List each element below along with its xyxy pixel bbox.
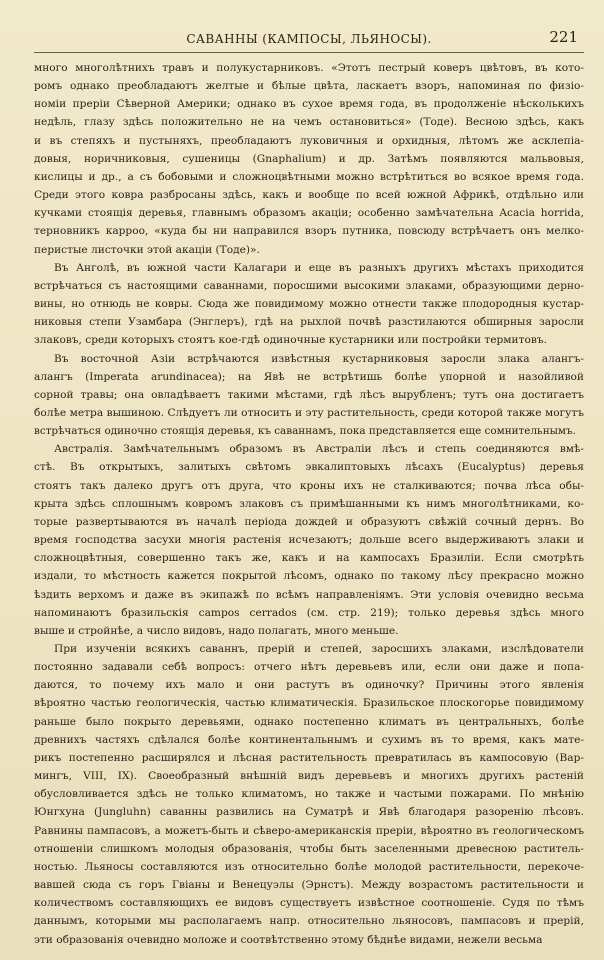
text-line: эти образованія очевидно моложе и соотвѣтственно этому бѣднѣе видами, нежели весьма	[34, 933, 543, 946]
text-line: перистые листочки этой акаціи (Тоде)».	[34, 243, 260, 256]
text-line: вѣроятно частью геологическія, частью климатическія. Бразильское плоскогорье повидимому	[34, 697, 584, 710]
text-line: кучками стоящія деревья, главнымъ образомъ акаціи; особенно замѣчательна Acacia horrida,	[34, 207, 584, 220]
text-line: время господства засухи многія растенія исчезаютъ; дольше всего выдерживаютъ злаки и	[34, 534, 584, 547]
paragraph	[34, 440, 584, 640]
paragraph	[34, 350, 584, 441]
text-line: вины, но отнюдь не ковры. Сюда же повидимому можно отнести также плодородныя кустар-	[34, 298, 584, 311]
text-line: и въ степяхъ и пустыняхъ, преобладаютъ луковичныя и орхидныя, лѣтомъ же асклепіа-	[34, 134, 584, 147]
text-line: Австралія. Замѣчательнымъ образомъ въ Австраліи лѣсъ и степь соединяются вмѣ-	[54, 443, 584, 456]
text-line: крыта здѣсь сплошнымъ ковромъ злаковъ съ примѣшанными къ нимъ многолѣтниками, ко-	[34, 497, 584, 510]
text-line: болѣе метра вышиною. Слѣдуетъ ли относить и эту растительность, среди которой также могутъ	[34, 406, 584, 419]
text-line: кислицы и др., а съ бобовыми и сложноцвѣтными можно встрѣтиться во всякое время года.	[34, 170, 584, 183]
text-line: древнихъ частяхъ сдѣлался болѣе континентальнымъ и сухимъ въ то время, какъ мате-	[34, 733, 584, 746]
text-line: напоминаютъ бразильскія campos cerrados (см. стр. 219); только деревья здѣсь много	[34, 606, 584, 619]
text-line: стѣ. Въ открытыхъ, залитыхъ свѣтомъ эвкалиптовыхъ лѣсахъ (Eucalyptus) деревья	[34, 461, 584, 474]
text-line: стоятъ такъ далеко другъ отъ друга, что кроны ихъ не сталкиваются; почва лѣса обы-	[34, 479, 584, 492]
text-line: При изученіи всякихъ саваннъ, прерій и степей, заросшихъ злаками, изслѣдователи	[54, 643, 584, 655]
text-line: ромъ однако преобладаютъ желтые и бѣлые цвѣта, ласкаетъ взоръ, напоминая по физіо-	[34, 80, 584, 93]
text-line: Юнгхуна (Jungluhn) саванны развились на Суматрѣ и Явѣ благодаря разоренію лѣсовъ.	[34, 806, 584, 819]
paragraph	[34, 640, 584, 949]
text-line: злаковъ, среди которыхъ стоятъ кое-гдѣ одиночные кустарники или постройки термитовъ.	[34, 334, 547, 347]
running-title: САВАННЫ (КАМПОСЫ, ЛЬЯНОСЫ).	[186, 32, 432, 46]
text-line: вавшей сюда съ горъ Гвіаны и Венецуэлы (Эрнстъ). Между возрастомъ растительности и	[34, 879, 584, 892]
text-line: даннымъ, которыми мы располагаемъ напр. относительно льяносовъ, пампасовъ и прерій,	[34, 915, 584, 928]
text-line: Въ Анголѣ, въ южной части Калагари и еще въ разныхъ другихъ мѣстахъ приходится	[54, 261, 584, 274]
text-line: много многолѣтнихъ травъ и полукустарниковъ. «Этотъ пестрый коверъ цвѣтовъ, въ кото-	[34, 62, 584, 74]
paragraph	[34, 259, 584, 350]
text-line: сорной травы; она овладѣваетъ такими мѣстами, гдѣ лѣсъ вырубленъ; тутъ она достигаетъ	[34, 388, 584, 401]
page-header	[34, 24, 584, 53]
text-line: отношеніи слишкомъ молодыя образованія, чтобы быть заселенными древесною раститель-	[34, 842, 584, 855]
text-line: встрѣчаться съ настоящими саваннами, поросшими высокими злаками, образующими дерно-	[34, 279, 584, 292]
text-line: ѣздить верхомъ и даже въ экипажѣ по всѣмъ направленіямъ. Эти условія очевидно весьма	[34, 588, 584, 601]
text-line: обусловливается здѣсь не только климатомъ, но также и частыми пожарами. По мнѣнію	[34, 788, 584, 801]
text-line: алангъ (Imperata arundinacea); на Явѣ не встрѣтишь болѣе упорной и назойливой	[34, 370, 584, 383]
text-line: номіи преріи Сѣверной Америки; однако въ сухое время года, въ продолженіе нѣсколькихъ	[34, 98, 584, 111]
paragraph	[34, 59, 584, 259]
text-line: довыя, норичниковыя, сушеницы (Gnaphalium) и др. Затѣмъ появляются мальвовыя,	[34, 152, 584, 165]
page-number: 221	[549, 28, 578, 46]
text-line: раньше было покрыто деревьями, однако постепенно климатъ въ центральныхъ, болѣе	[34, 715, 584, 728]
text-line: встрѣчаться одиночно стоящія деревья, къ саваннамъ, пока представляется еще сомнительнымъ.	[34, 425, 576, 438]
text-line: мингъ, VIII, IX). Своеобразный внѣшній видъ деревьевъ и многихъ другихъ растеній	[34, 770, 584, 783]
text-line: торые развертываются въ началѣ періода дождей и образуютъ свѣжій сочный дернъ. Во	[34, 515, 584, 528]
text-line: постоянно задавали себѣ вопросъ: отчего нѣтъ деревьевъ или, если они даже и попа-	[34, 661, 584, 674]
text-line: рикъ постепенно расширялся и лѣсная растительность превратилась въ кампосовую (Вар-	[34, 751, 584, 764]
body-text	[34, 59, 584, 949]
text-line: никовыя степи Узамбара (Энглеръ), гдѣ на рыхлой почвѣ разстилаются обширныя заросли	[34, 316, 584, 329]
text-line: Въ восточной Азіи встрѣчаются извѣстныя кустарниковыя заросли злака алангъ-	[54, 352, 584, 365]
text-line: недѣль, глазу здѣсь положительно не на чемъ остановиться» (Тоде). Весною здѣсь, какъ	[34, 116, 584, 129]
text-line: даются, то почему ихъ мало и они растутъ въ одиночку? Причины этого явленія	[34, 679, 584, 692]
text-line: выше и стройнѣе, а число видовъ, надо полагать, много меньше.	[34, 624, 399, 637]
text-line: сложноцвѣтныя, совершенно такъ же, какъ и на кампосахъ Бразиліи. Если смотрѣть	[34, 552, 584, 565]
text-line: издали, то мѣстность кажется покрытой лѣсомъ, однако по такому лѣсу прекрасно можно	[34, 570, 584, 583]
text-line: Равнины пампасовъ, а можетъ-быть и сѣверо-американскія преріи, вѣроятно въ геологическомъ	[34, 824, 584, 837]
text-line: ностью. Льяносы составляются изъ относительно болѣе молодой растительности, перекоче-	[34, 860, 584, 873]
text-line: терновникъ карроо, «куда бы ни направился взоръ путника, повсюду встрѣчаетъ онъ мелко-	[34, 225, 584, 238]
text-line: Среди этого ковра разбросаны здѣсь, какъ и вообще по всей южной Африкѣ, отдѣльно или	[34, 189, 584, 202]
text-line: количествомъ составляющихъ ее видовъ существуетъ извѣстное соотношеніе. Судя по тѣмъ	[34, 897, 584, 910]
